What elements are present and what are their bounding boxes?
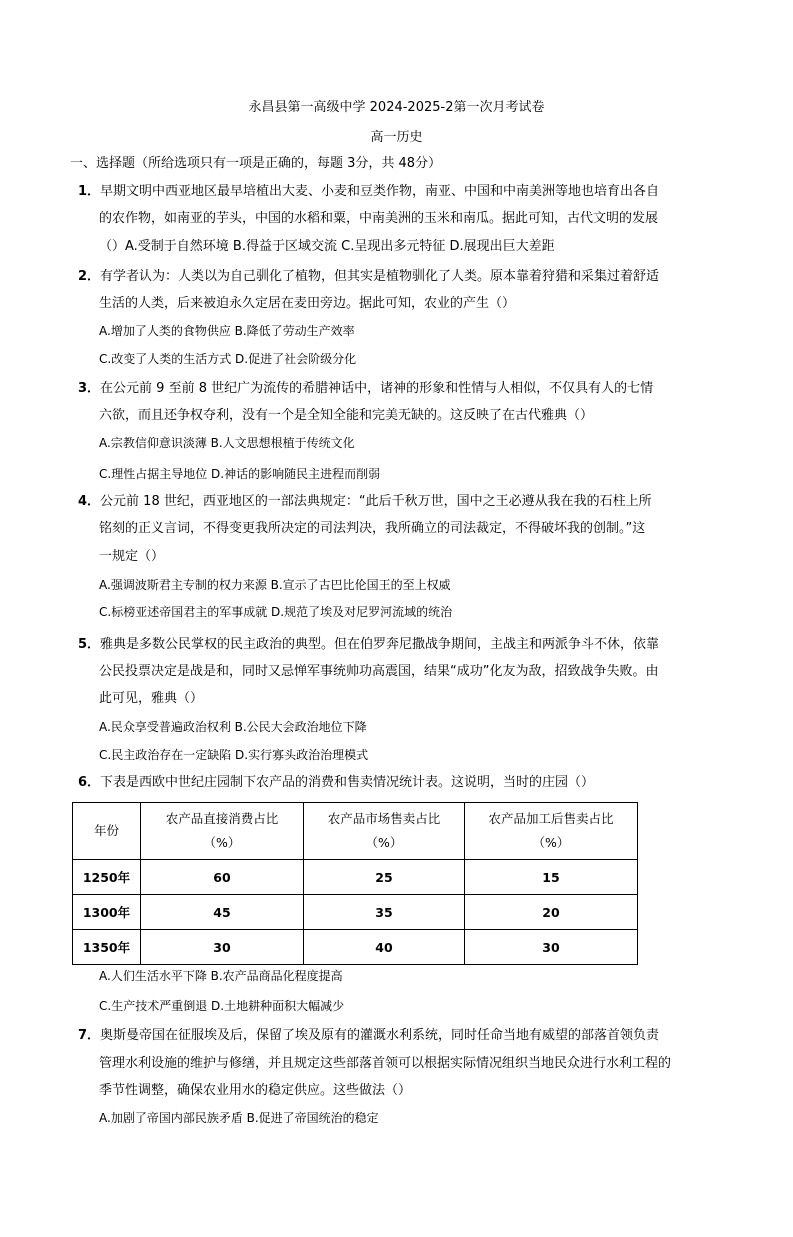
exam-title: 永昌县第一高级中学 2024-2025-2第一次月考试卷 xyxy=(248,100,545,115)
question-text: 在公元前 9 至前 8 世纪广为流传的希腊神话中，诸神的形象和性情与人相似，不仅具有人的七情 xyxy=(100,381,654,396)
question-text: 有学者认为：人类以为自己驯化了植物，但其实是植物驯化了人类。原本靠着狩猎和采集过着舒适 xyxy=(100,269,660,284)
table-cell-year: 1250年 xyxy=(73,860,141,895)
table-cell: 15 xyxy=(465,860,638,895)
question-text: 季节性调整，确保农业用水的稳定供应。这些做法（） xyxy=(99,1083,412,1098)
table-header-consumption: 农产品直接消费占比 （%） xyxy=(141,803,304,860)
table-header-year: 年份 xyxy=(73,803,141,860)
table-header-row xyxy=(73,803,638,860)
question-number: 3． xyxy=(78,381,101,396)
question-number: 1． xyxy=(78,184,101,199)
table-header-market-sale: 农产品市场售卖占比 （%） xyxy=(304,803,465,860)
table-cell-year: 1300年 xyxy=(73,895,141,930)
table-row xyxy=(73,930,638,965)
table-cell: 30 xyxy=(141,930,304,965)
question-number: 7． xyxy=(78,1028,101,1043)
answer-options: C.标榜亚述帝国君主的军事成就 D.规范了埃及对尼罗河流域的统治 xyxy=(99,605,453,619)
question-number: 2． xyxy=(78,269,101,284)
table-cell: 60 xyxy=(141,860,304,895)
answer-options: C.理性占据主导地位 D.神话的影响随民主进程而削弱 xyxy=(99,467,381,481)
table-row xyxy=(73,895,638,930)
question-text: 公民投票决定是战是和，同时又忌惮军事统帅功高震国，结果“成功”化友为敌，招致战争失败。由 xyxy=(99,664,659,679)
question-text: 六欲，而且还争权夺利，没有一个是全知全能和完美无缺的。这反映了在古代雅典（） xyxy=(99,408,594,423)
question-text: 生活的人类，后来被迫永久定居在麦田旁边。据此可知，农业的产生（） xyxy=(99,296,516,311)
table-cell: 40 xyxy=(304,930,465,965)
table-cell: 30 xyxy=(465,930,638,965)
answer-options: A.增加了人类的食物供应 B.降低了劳动生产效率 xyxy=(99,324,355,338)
answer-options: A.民众享受普遍政治权利 B.公民大会政治地位下降 xyxy=(99,720,367,734)
answer-options: C.改变了人类的生活方式 D.促进了社会阶级分化 xyxy=(99,352,357,366)
table-cell: 25 xyxy=(304,860,465,895)
table-cell: 45 xyxy=(141,895,304,930)
table-cell: 35 xyxy=(304,895,465,930)
question-number: 6． xyxy=(78,775,101,790)
question-text: 早期文明中西亚地区最早培植出大麦、小麦和豆类作物，南亚、中国和中南美洲等地也培育出各自 xyxy=(100,184,660,199)
question-text: 此可见，雅典（） xyxy=(99,691,204,706)
table-cell: 20 xyxy=(465,895,638,930)
answer-options: A.加剧了帝国内部民族矛盾 B.促进了帝国统治的稳定 xyxy=(99,1111,379,1125)
question-text: 公元前 18 世纪，西亚地区的一部法典规定：“此后千秋万世，国中之王必遵从我在我的石柱上所 xyxy=(100,494,652,509)
question-text: 雅典是多数公民掌权的民主政治的典型。但在伯罗奔尼撒战争期间，主战主和两派争斗不休，依靠 xyxy=(100,637,660,652)
table-row xyxy=(73,860,638,895)
question-text: 的农作物，如南亚的芋头，中国的水稻和粟，中南美洲的玉米和南瓜。据此可知，古代文明的发展 xyxy=(99,211,659,226)
question-text: （）A.受制于自然环境 B.得益于区域交流 C.呈现出多元特征 D.展现出巨大差距 xyxy=(99,239,555,254)
question-number: 4． xyxy=(78,494,101,509)
exam-subject: 高一历史 xyxy=(370,130,423,145)
statistics-table xyxy=(72,802,638,965)
question-text: 奥斯曼帝国在征服埃及后，保留了埃及原有的灌溉水利系统，同时任命当地有威望的部落首领负责 xyxy=(100,1028,660,1043)
answer-options: A.强调波斯君主专制的权力来源 B.宣示了古巴比伦国王的至上权威 xyxy=(99,578,451,592)
question-text: 管理水利设施的维护与修缮，并且规定这些部落首领可以根据实际情况组织当地民众进行水利工程的 xyxy=(99,1056,672,1071)
question-text: 铭刻的正义言词，不得变更我所决定的司法判决，我所确立的司法裁定，不得破坏我的创制。”这 xyxy=(99,521,646,536)
table-header-processed-sale: 农产品加工后售卖占比 （%） xyxy=(465,803,638,860)
question-text: 下表是西欧中世纪庄园制下农产品的消费和售卖情况统计表。这说明，当时的庄园（） xyxy=(100,775,595,790)
question-number: 5． xyxy=(78,637,101,652)
answer-options: A.宗教信仰意识淡薄 B.人文思想根植于传统文化 xyxy=(99,436,355,450)
table-cell-year: 1350年 xyxy=(73,930,141,965)
answer-options: A.人们生活水平下降 B.农产品商品化程度提高 xyxy=(99,969,343,983)
answer-options: C.民主政治存在一定缺陷 D.实行寡头政治治理模式 xyxy=(99,748,369,762)
answer-options: C.生产技术严重倒退 D.土地耕种面积大幅减少 xyxy=(99,999,345,1013)
section-heading: 一、选择题（所给选项只有一项是正确的，每题 3分，共 48分） xyxy=(70,156,442,171)
question-text: 一规定（） xyxy=(99,549,165,564)
